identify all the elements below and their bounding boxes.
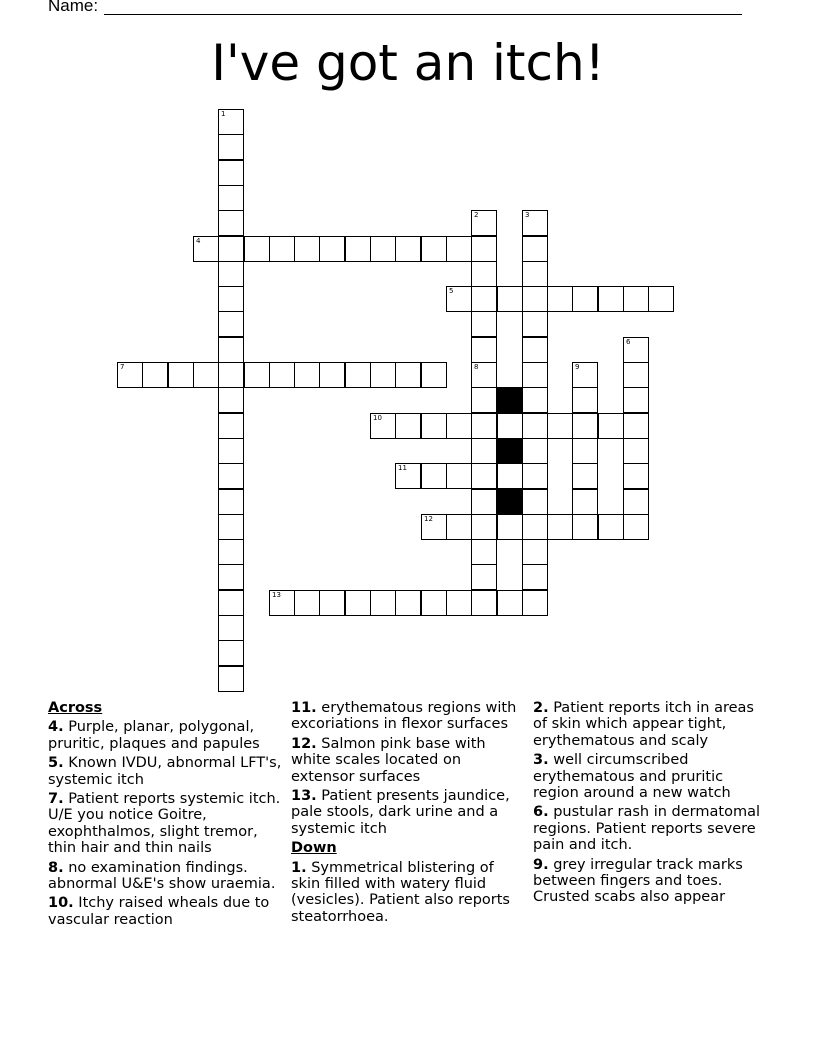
clue-number: 10 <box>373 414 382 422</box>
crossword-cell[interactable] <box>421 590 447 616</box>
crossword-cell[interactable] <box>623 463 649 489</box>
crossword-cell[interactable] <box>446 286 472 312</box>
crossword-cell[interactable] <box>471 286 497 312</box>
crossword-cell[interactable] <box>294 236 320 262</box>
clue-across-7: 7. Patient reports systemic itch. U/E you notice Goitre, exophthalmos, slight tremor, thin hair and thin nails <box>48 791 281 857</box>
clue-down-6: 6. pustular rash in dermatomal regions. Patient reports severe pain and itch. <box>533 804 760 854</box>
crossword-cell[interactable] <box>218 236 244 262</box>
crossword-cell[interactable] <box>218 109 244 135</box>
crossword-cell[interactable] <box>446 463 472 489</box>
crossword-cell[interactable] <box>421 236 447 262</box>
clue-down-1: 1. Symmetrical blistering of skin filled with watery fluid (vesicles). Patient also reports steatorrhoea. <box>291 859 510 925</box>
crossword-cell[interactable] <box>218 286 244 312</box>
crossword-cell[interactable] <box>218 160 244 186</box>
clue-number: 6 <box>626 338 631 346</box>
crossword-cell[interactable] <box>497 514 523 540</box>
crossword-cell[interactable] <box>446 236 472 262</box>
crossword-cell[interactable] <box>572 438 598 464</box>
crossword-cell[interactable] <box>218 387 244 413</box>
clue-number: 8 <box>474 363 479 371</box>
clue-number: 5 <box>449 287 454 295</box>
crossword-cell[interactable] <box>471 210 497 236</box>
crossword-cell[interactable] <box>294 362 320 388</box>
crossword-cell[interactable] <box>522 514 548 540</box>
crossword-cell[interactable] <box>319 590 345 616</box>
crossword-cell[interactable] <box>471 362 497 388</box>
crossword-cell[interactable] <box>623 387 649 413</box>
crossword-cell[interactable] <box>218 615 244 641</box>
crossword-cell[interactable] <box>446 590 472 616</box>
crossword-cell[interactable] <box>218 311 244 337</box>
crossword-cell[interactable] <box>370 413 396 439</box>
crossword-block <box>497 438 523 464</box>
crossword-cell[interactable] <box>218 489 244 515</box>
clue-number: 9 <box>575 363 580 371</box>
clue-across-13: 13. Patient presents jaundice, pale stools, dark urine and a systemic itch <box>291 788 510 837</box>
crossword-cell[interactable] <box>522 590 548 616</box>
crossword-cell[interactable] <box>244 362 270 388</box>
crossword-cell[interactable] <box>218 564 244 590</box>
crossword-cell[interactable] <box>218 185 244 211</box>
crossword-cell[interactable] <box>522 362 548 388</box>
crossword-cell[interactable] <box>471 514 497 540</box>
crossword-cell[interactable] <box>218 413 244 439</box>
clue-across-10: 10. Itchy raised wheals due to vascular reaction <box>48 895 270 928</box>
crossword-cell[interactable] <box>497 413 523 439</box>
crossword-cell[interactable] <box>471 337 497 363</box>
crossword-cell[interactable] <box>623 337 649 363</box>
crossword-cell[interactable] <box>117 362 143 388</box>
clue-number: 4 <box>196 237 201 245</box>
crossword-cell[interactable] <box>497 463 523 489</box>
crossword-cell[interactable] <box>522 261 548 287</box>
clue-down-2: 2. Patient reports itch in areas of skin which appear tight, erythematous and scaly <box>533 700 754 749</box>
crossword-cell[interactable] <box>269 362 295 388</box>
page-title: I've got an itch! <box>211 34 605 92</box>
crossword-cell[interactable] <box>345 590 371 616</box>
crossword-cell[interactable] <box>471 311 497 337</box>
clue-number: 3 <box>525 211 530 219</box>
crossword-cell[interactable] <box>522 337 548 363</box>
clue-number: 1 <box>221 110 226 118</box>
crossword-cell[interactable] <box>218 261 244 287</box>
crossword-cell[interactable] <box>218 539 244 565</box>
name-label: Name: <box>48 0 99 15</box>
crossword-cell[interactable] <box>269 590 295 616</box>
crossword-cell[interactable] <box>522 210 548 236</box>
crossword-cell[interactable] <box>522 387 548 413</box>
crossword-cell[interactable] <box>471 539 497 565</box>
clue-down-3: 3. well circumscribed erythematous and pruritic region around a new watch <box>533 752 731 802</box>
crossword-cell[interactable] <box>218 590 244 616</box>
crossword-cell[interactable] <box>395 236 421 262</box>
crossword-cell[interactable] <box>598 514 624 540</box>
crossword-cell[interactable] <box>471 463 497 489</box>
crossword-cell[interactable] <box>395 413 421 439</box>
crossword-cell[interactable] <box>421 463 447 489</box>
crossword-cell[interactable] <box>623 286 649 312</box>
clue-across-11: 11. erythematous regions with excoriations in flexor surfaces <box>291 700 517 733</box>
clue-number: 13 <box>272 591 281 599</box>
crossword-cell[interactable] <box>218 134 244 160</box>
crossword-cell[interactable] <box>319 236 345 262</box>
crossword-cell[interactable] <box>345 236 371 262</box>
crossword-cell[interactable] <box>522 489 548 515</box>
crossword-cell[interactable] <box>218 640 244 666</box>
crossword-cell[interactable] <box>572 362 598 388</box>
crossword-cell[interactable] <box>395 590 421 616</box>
crossword-cell[interactable] <box>319 362 345 388</box>
crossword-cell[interactable] <box>193 236 219 262</box>
clue-across-4: 4. Purple, planar, polygonal, pruritic, plaques and papules <box>48 719 260 752</box>
crossword-cell[interactable] <box>244 236 270 262</box>
crossword-cell[interactable] <box>522 236 548 262</box>
crossword-cell[interactable] <box>446 413 472 439</box>
crossword-cell[interactable] <box>522 564 548 590</box>
crossword-cell[interactable] <box>522 438 548 464</box>
crossword-cell[interactable] <box>471 564 497 590</box>
crossword-cell[interactable] <box>370 590 396 616</box>
crossword-cell[interactable] <box>547 514 573 540</box>
crossword-cell[interactable] <box>623 489 649 515</box>
crossword-cell[interactable] <box>572 286 598 312</box>
crossword-cell[interactable] <box>648 286 674 312</box>
crossword-cell[interactable] <box>623 413 649 439</box>
crossword-cell[interactable] <box>572 413 598 439</box>
crossword-cell[interactable] <box>623 438 649 464</box>
crossword-cell[interactable] <box>572 489 598 515</box>
crossword-cell[interactable] <box>522 539 548 565</box>
clue-across-8: 8. no examination findings. abnormal U&E's show uraemia. <box>48 859 276 893</box>
crossword-cell[interactable] <box>395 463 421 489</box>
clue-across-5: 5. Known IVDU, abnormal LFT's, systemic itch <box>48 755 282 788</box>
clue-column-3 <box>533 700 769 909</box>
crossword-cell[interactable] <box>471 489 497 515</box>
crossword-cell[interactable] <box>294 590 320 616</box>
crossword-cell[interactable] <box>218 463 244 489</box>
crossword-cell[interactable] <box>193 362 219 388</box>
clue-across-12: 12. Salmon pink base with white scales located on extensor surfaces <box>291 735 486 785</box>
crossword-cell[interactable] <box>623 514 649 540</box>
crossword-cell[interactable] <box>572 387 598 413</box>
crossword-cell[interactable] <box>218 666 244 692</box>
crossword-cell[interactable] <box>471 438 497 464</box>
crossword-cell[interactable] <box>522 311 548 337</box>
crossword-cell[interactable] <box>547 286 573 312</box>
crossword-cell[interactable] <box>421 362 447 388</box>
crossword-cell[interactable] <box>522 463 548 489</box>
crossword-cell[interactable] <box>623 362 649 388</box>
clue-column-2 <box>291 700 527 928</box>
crossword-cell[interactable] <box>471 413 497 439</box>
crossword-cell[interactable] <box>218 210 244 236</box>
crossword-cell[interactable] <box>370 362 396 388</box>
crossword-cell[interactable] <box>142 362 168 388</box>
crossword-cell[interactable] <box>218 438 244 464</box>
crossword-cell[interactable] <box>471 261 497 287</box>
crossword-cell[interactable] <box>218 337 244 363</box>
crossword-cell[interactable] <box>168 362 194 388</box>
crossword-cell[interactable] <box>598 413 624 439</box>
crossword-cell[interactable] <box>547 413 573 439</box>
crossword-cell[interactable] <box>370 236 396 262</box>
crossword-cell[interactable] <box>598 286 624 312</box>
clue-number: 2 <box>474 211 479 219</box>
crossword-cell[interactable] <box>572 463 598 489</box>
crossword-cell[interactable] <box>522 286 548 312</box>
crossword-block <box>497 387 523 413</box>
crossword-cell[interactable] <box>497 590 523 616</box>
crossword-cell[interactable] <box>421 514 447 540</box>
crossword-cell[interactable] <box>421 413 447 439</box>
crossword-cell[interactable] <box>269 236 295 262</box>
crossword-cell[interactable] <box>471 590 497 616</box>
clue-number: 7 <box>120 363 125 371</box>
crossword-cell[interactable] <box>218 362 244 388</box>
crossword-cell[interactable] <box>345 362 371 388</box>
crossword-cell[interactable] <box>446 514 472 540</box>
clue-number: 12 <box>424 515 433 523</box>
crossword-block <box>497 489 523 515</box>
down-heading: Down <box>291 840 337 857</box>
clue-column-1 <box>48 700 284 931</box>
clue-down-9: 9. grey irregular track marks between fingers and toes. Crusted scabs also appear <box>533 856 743 906</box>
crossword-cell[interactable] <box>572 514 598 540</box>
crossword-cell[interactable] <box>471 387 497 413</box>
clue-number: 11 <box>398 464 407 472</box>
crossword-cell[interactable] <box>471 236 497 262</box>
crossword-cell[interactable] <box>395 362 421 388</box>
crossword-cell[interactable] <box>497 286 523 312</box>
crossword-cell[interactable] <box>522 413 548 439</box>
crossword-cell[interactable] <box>218 514 244 540</box>
across-heading: Across <box>48 700 103 716</box>
